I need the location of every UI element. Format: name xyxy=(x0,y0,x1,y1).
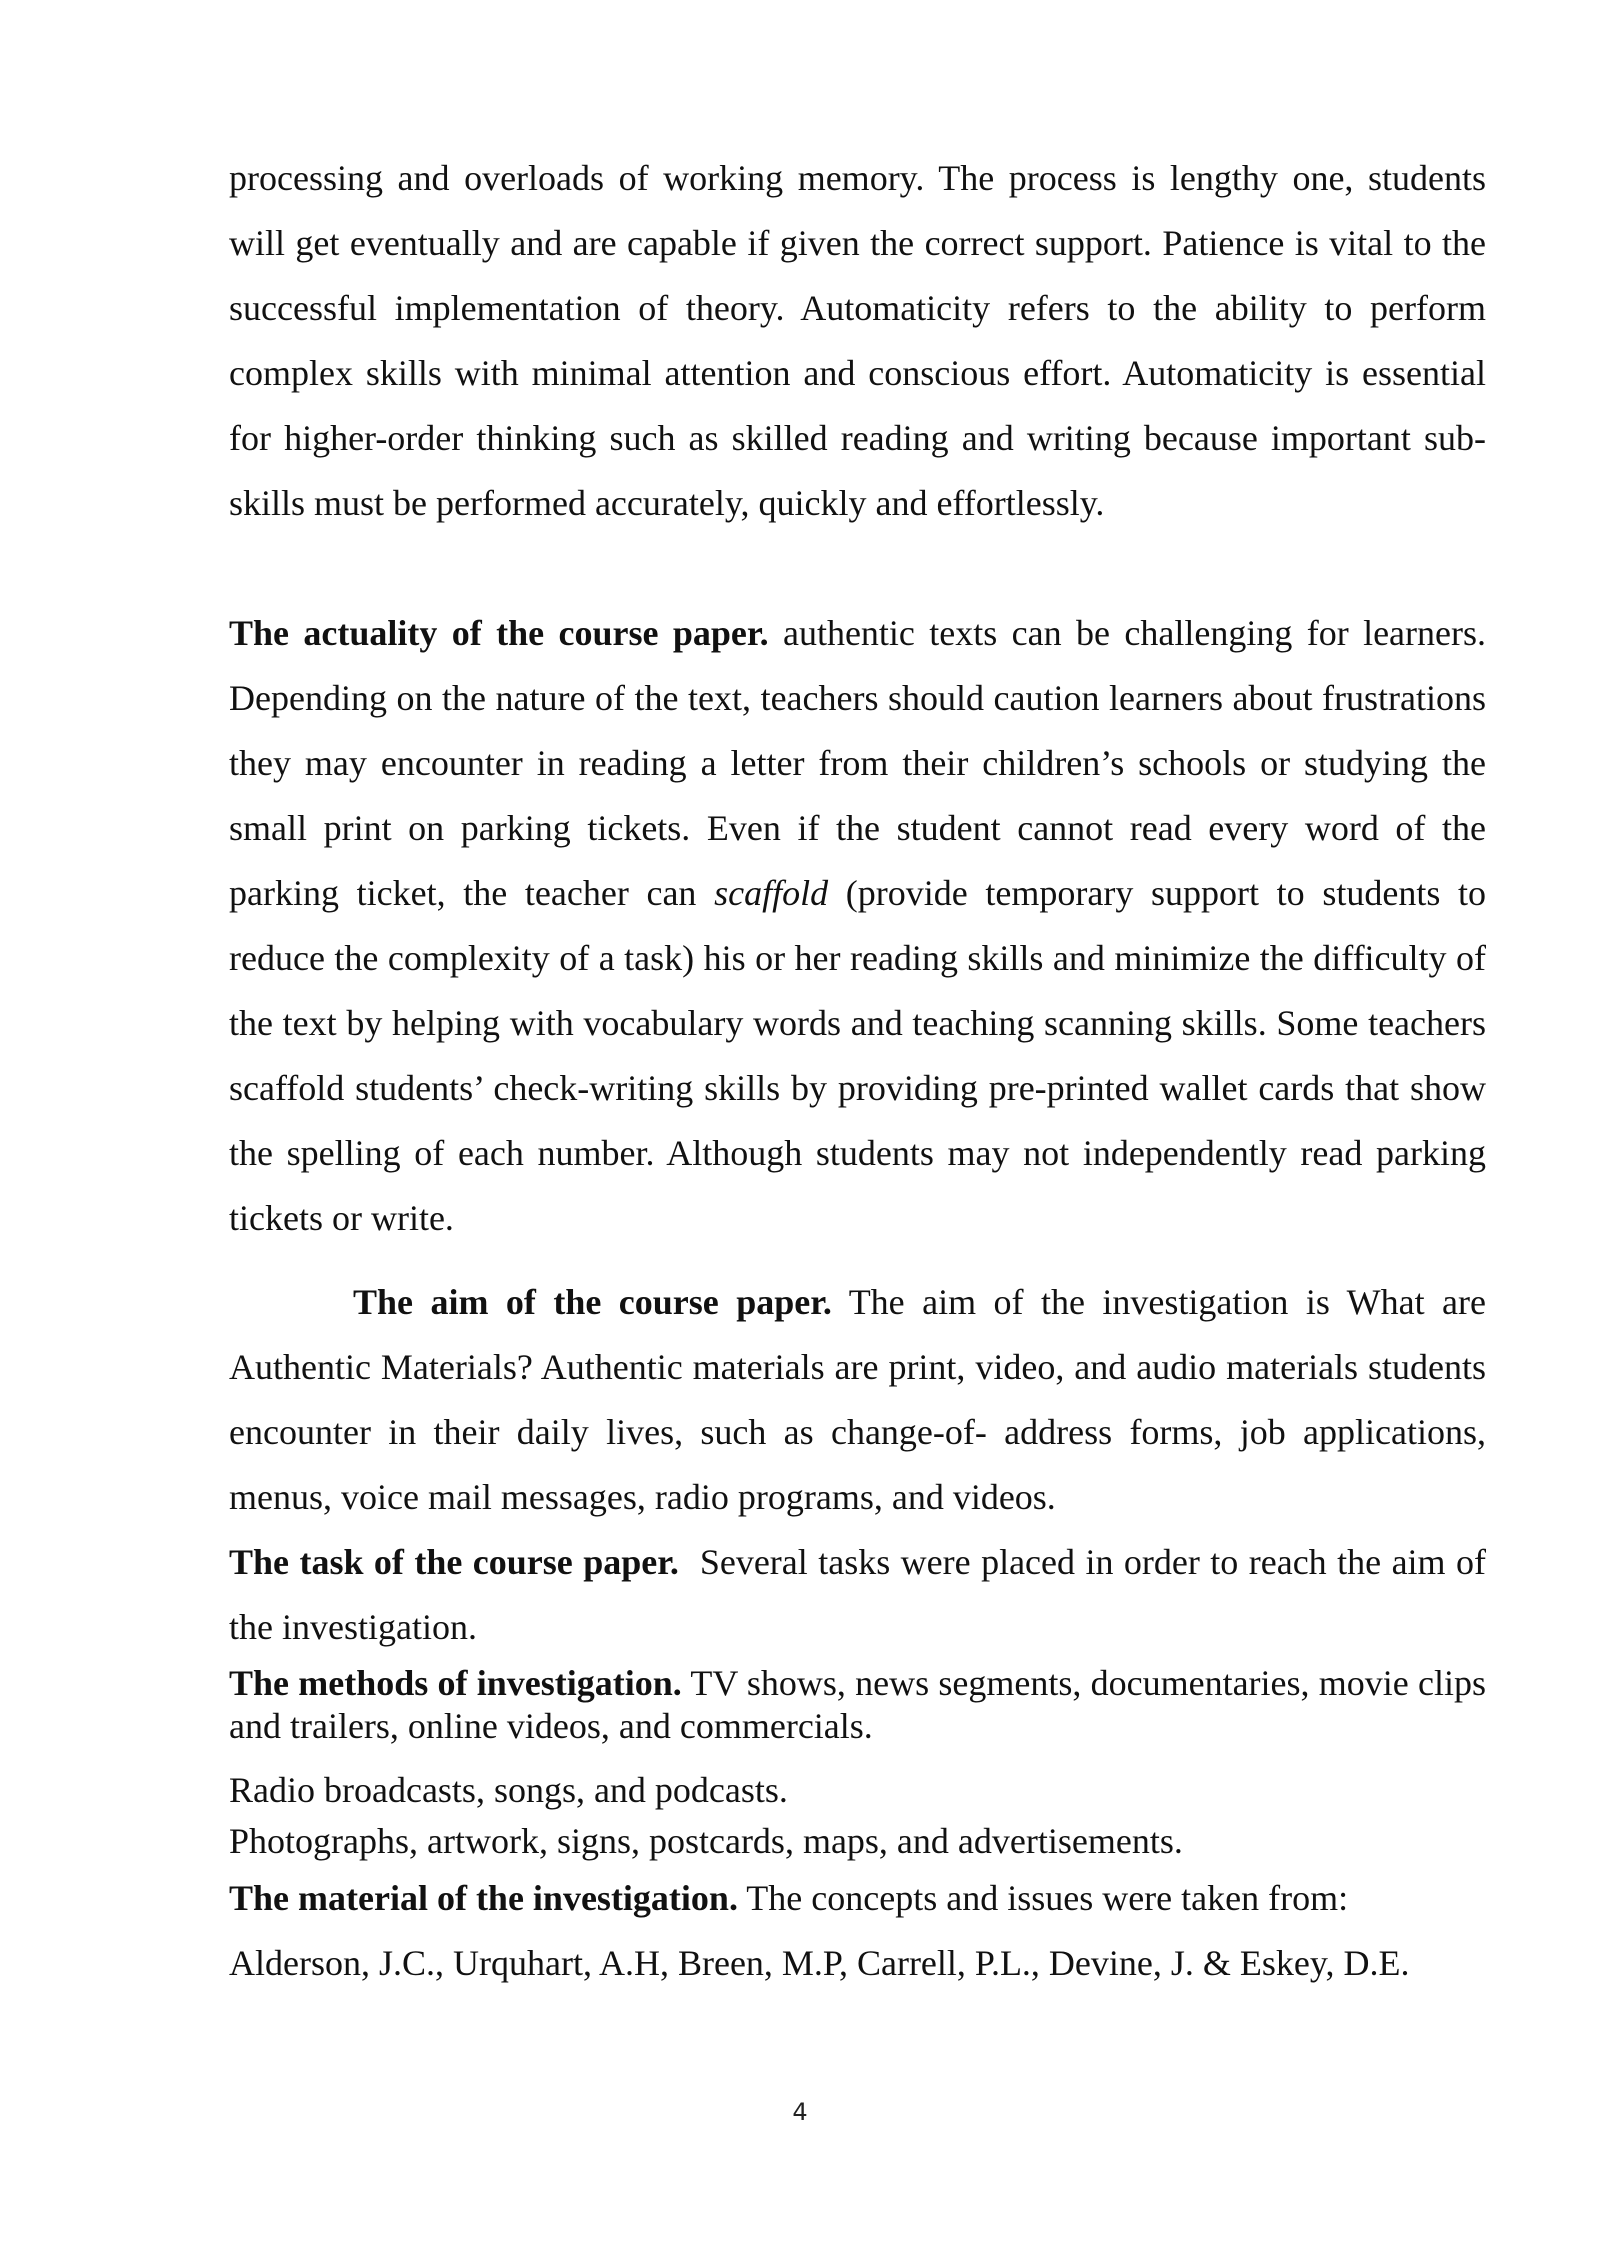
actuality-text-before: authentic texts can be challenging for learners. Depending on the nature of the text, teachers should caution learners about frustrations they may encounter in reading a letter from their children’s schools or studying the small print on parking tickets. Even if the student cannot read every word of the parking ticket, the teacher can xyxy=(229,613,1486,913)
paragraph-text: processing and overloads of working memory. The process is lengthy one, students will get eventually and are capable if given the correct support. Patience is vital to the successful implementation of theory. Automaticity refers to the ability to perform complex skills with minimal attention and conscious effort. Automaticity is essential for higher-order thinking such as skilled reading and writing because important sub-skills must be performed accurately, quickly and effortlessly. xyxy=(229,158,1486,523)
methods-text: TV shows, news segments, documentaries, movie clips and trailers, online videos, and commercials. xyxy=(229,1663,1486,1746)
material-line-2: Alderson, J.C., Urquhart, A.H, Breen, M.P, Carrell, P.L., Devine, J. & Eskey, D.E. xyxy=(229,1943,1410,1983)
actuality-text-after: (provide temporary support to students to reduce the complexity of a task) his or her reading skills and minimize the difficulty of the text by helping with vocabulary words and teaching scanning skills. Some teachers scaffold students’ check-writing skills by providing pre-printed wallet cards that show the spelling of each number. Although students may not independently read parking tickets or write. xyxy=(229,873,1486,1238)
methods-line-photographs xyxy=(229,1816,1486,1867)
paragraph-actuality xyxy=(229,601,1486,1251)
material-heading: The material of the investigation. xyxy=(229,1878,738,1918)
material-references xyxy=(229,1931,1486,1996)
paragraph-material xyxy=(229,1866,1486,1931)
methods-heading: The methods of investigation. xyxy=(229,1663,682,1703)
task-heading: The task of the course paper. xyxy=(229,1542,679,1582)
methods-line-2: Radio broadcasts, songs, and podcasts. xyxy=(229,1770,788,1810)
methods-line-3: Photographs, artwork, signs, postcards, maps, and advertisements. xyxy=(229,1821,1183,1861)
paragraph-methods xyxy=(229,1662,1486,1748)
paragraph-working-memory xyxy=(229,146,1486,536)
page-number: 4 xyxy=(792,2098,808,2126)
task-text: Several tasks were placed in order to reach the aim of the investigation. xyxy=(229,1542,1495,1647)
actuality-heading: The actuality of the course paper. xyxy=(229,613,769,653)
aim-heading: The aim of the course paper. xyxy=(353,1282,832,1322)
paragraph-aim xyxy=(229,1270,1495,1660)
material-text: The concepts and issues were taken from: xyxy=(737,1878,1349,1918)
methods-line-radio xyxy=(229,1765,1486,1816)
aim-text: The aim of the investigation is What are Authentic Materials? Authentic materials are print, video, and audio materials students encounter in their daily lives, such as change-of- address forms, job applications, menus, voice mail messages, radio programs, and videos. xyxy=(229,1282,1486,1517)
actuality-italic-term: scaffold xyxy=(714,873,829,913)
